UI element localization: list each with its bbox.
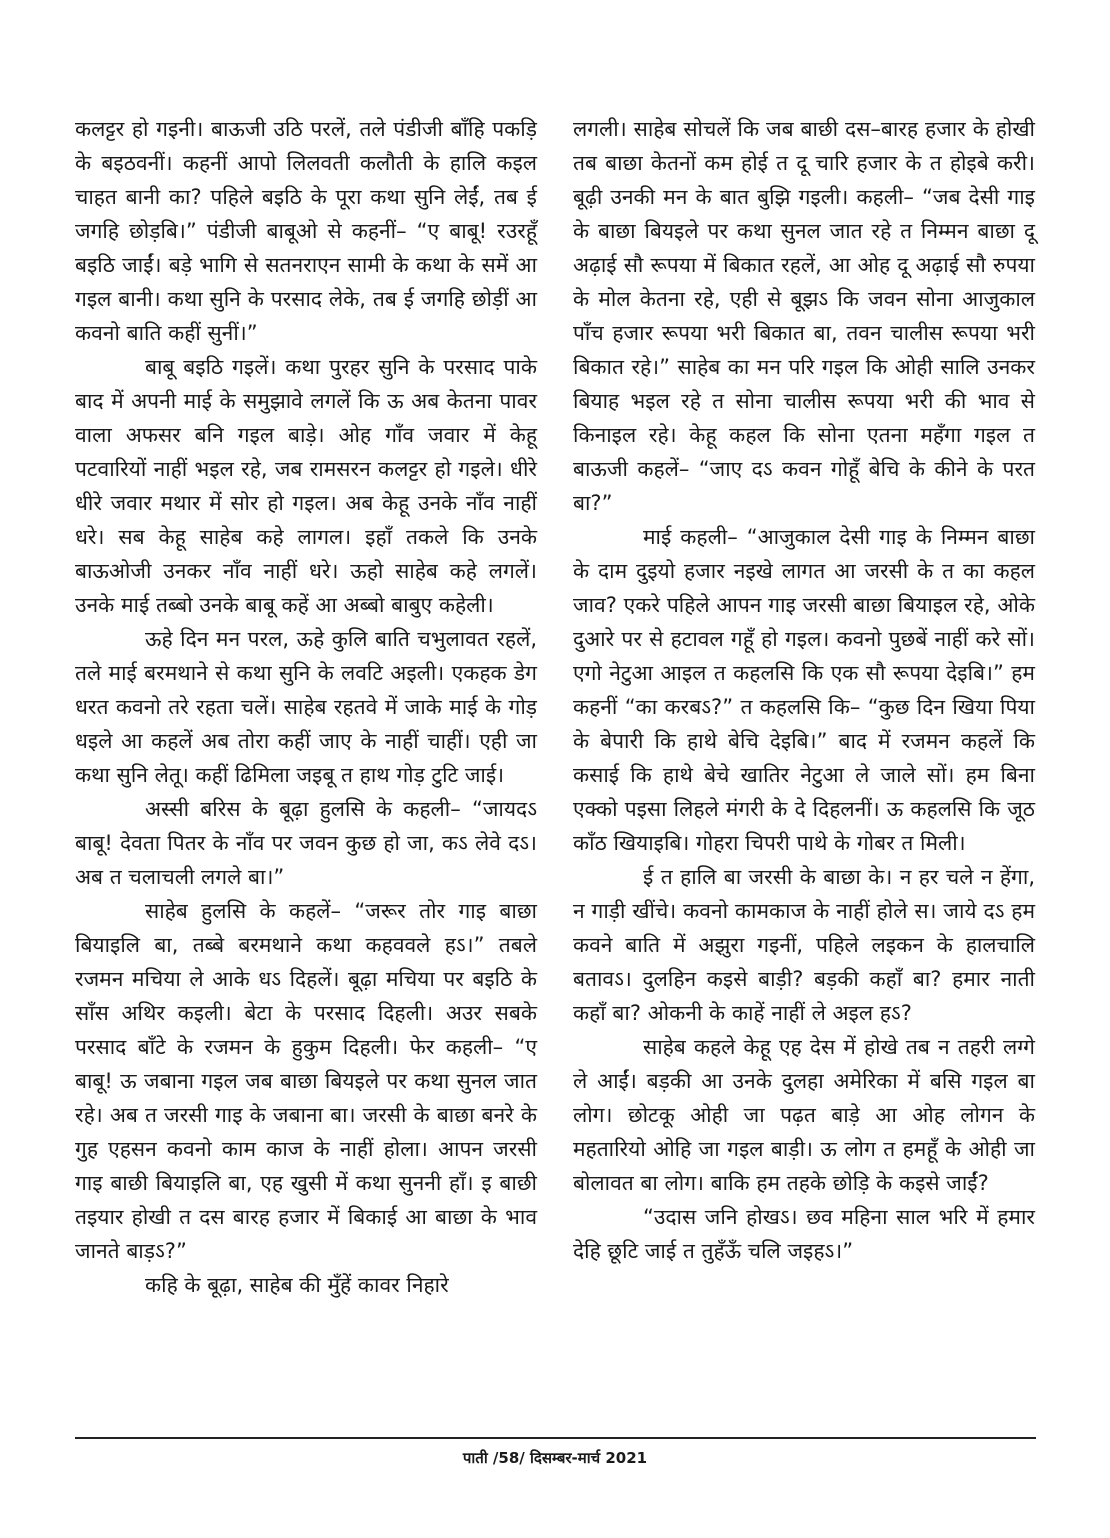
paragraph: लगली। साहेब सोचलें कि जब बाछी दस–बारह हजार के होखी तब बाछा केतनों कम होई त दू चारि हजार के त होइबे करी। बूढ़ी उनकी मन के बात बुझि गइली। कहली– “जब देसी गाइ के बाछा बियइले पर कथा सुनल जात रहे त निम्मन बाछा दू अढ़ाई सौ रूपया में बिकात रहलें, आ ओह दू अढ़ाई सौ रुपया के मोल केतना रहे, एही से बूझऽ कि जवन सोना आजुकाल पाँच हजार रूपया भरी बिकात बा, तवन चालीस रूपया भरी बिकात रहे।” साहेब का मन परि गइल कि ओही सालि उनकर बियाह भइल रहे त सोना चालीस रूपया भरी की भाव से किनाइल रहे। केहू कहल कि सोना एतना महँगा गइल त बाऊजी कहलें– “जाए दऽ कवन गोहूँ बेचि के कीने के परत बा?” [573,117,1035,515]
paragraph: साहेब हुलसि के कहलें– “जरूर तोर गाइ बाछा बियाइलि बा, तब्बे बरमथाने कथा कहववले हऽ।” तबले रजमन मचिया ले आके धऽ दिहलें। बूढ़ा मचिया पर बइठि के साँस अथिर कइली। बेटा के परसाद दिहली। अउर सबके परसाद बाँटे के रजमन के हुकुम दिहली। फेर कहली– “ए बाबू! ऊ जबाना गइल जब बाछा बियइले पर कथा सुनल जात रहे। अब त जरसी गाइ के जबाना बा। जरसी के बाछा बनरे के गुह एहसन कवनो काम काज के नाहीं होला। आपन जरसी गाइ बाछी बियाइलि बा, एह खुसी में कथा सुननी हाँ। इ बाछी तइयार होखी त दस बारह हजार में बिकाई आ बाछा के भाव जानते बाड़ऽ?” [75,899,537,1263]
paragraph: माई कहली– “आजुकाल देसी गाइ के निम्मन बाछा के दाम दुइयो हजार नइखे लागत आ जरसी के त का कहल जाव? एकरे पहिले आपन गाइ जरसी बाछा बियाइल रहे, ओके दुआरे पर से हटावल गहूँ हो गइल। कवनो पुछबें नाहीं करे सों। एगो नेटुआ आइल त कहलसि कि एक सौ रूपया देइबि।” हम कहनीं “का करबऽ?” त कहलसि कि– “कुछ दिन खिया पिया के बेपारी कि हाथे बेचि देइबि।” बाद में रजमन कहलें कि कसाई कि हाथे बेचे खातिर नेटुआ ले जाले सों। हम बिना एक्को पइसा लिहले मंगरी के दे दिहलनीं। ऊ कहलसि कि जूठ काँठ खियाइबि। गोहरा चिपरी पाथे के गोबर त मिली। [573,525,1035,855]
paragraph: कहि के बूढ़ा, साहेब की मुँहें कावर निहारे [145,1273,449,1297]
right-column [573,112,1035,1268]
left-column [75,112,537,1302]
paragraph: ई त हालि बा जरसी के बाछा के। न हर चले न हेंगा, न गाड़ी खींचे। कवनो कामकाज के नाहीं होले स। जाये दऽ हम कवने बाति में अझुरा गइनीं, पहिले लइकन के हालचालि बतावऽ। दुलहिन कइसे बाड़ी? बड़की कहाँ बा? हमार नाती कहाँ बा? ओकनी के काहें नाहीं ले अइल हऽ? [573,865,1035,1025]
paragraph: कलट्टर हो गइनी। बाऊजी उठि परलें, तले पंडीजी बाँहि पकड़ि के बइठवनीं। कहनीं आपो लिलवती कलौती के हालि कइल चाहत बानी का? पहिले बइठि के पूरा कथा सुनि लेईं, तब ई जगहि छोड़बि।” पंडीजी बाबूओ से कहनीं– “ए बाबू! रउरहूँ बइठि जाईं। बड़े भागि से सतनराएन सामी के कथा के समें आ गइल बानी। कथा सुनि के परसाद लेके, तब ई जगहि छोड़ीं आ कवनो बाति कहीं सुनीं।” [75,117,537,345]
paragraph: अस्सी बरिस के बूढ़ा हुलसि के कहली– “जायदऽ बाबू! देवता पितर के नाँव पर जवन कुछ हो जा, कऽ लेवे दऽ। अब त चलाचली लगले बा।” [75,797,537,889]
paragraph: साहेब कहले केहू एह देस में होखे तब न तहरी लग्गे ले आईं। बड़की आ उनके दुलहा अमेरिका में बसि गइल बा लोग। छोटकू ओही जा पढ़त बाड़े आ ओह लोगन के महतारियो ओहि जा गइल बाड़ी। ऊ लोग त हमहूँ के ओही जा बोलावत बा लोग। बाकि हम तहके छोड़ि के कइसे जाईं? [573,1035,1035,1195]
paragraph: “उदास जनि होखऽ। छव महिना साल भरि में हमार देहि छूटि जाई त तुहँऊँ चलि जइहऽ।” [573,1205,1035,1263]
paragraph: बाबू बइठि गइलें। कथा पुरहर सुनि के परसाद पाके बाद में अपनी माई के समुझावे लगलें कि ऊ अब केतना पावर वाला अफसर बनि गइल बाड़े। ओह गाँव जवार में केहू पटवारियों नाहीं भइल रहे, जब रामसरन कलट्टर हो गइले। धीरे धीरे जवार मथार में सोर हो गइल। अब केहू उनके नाँव नाहीं धरे। सब केहू साहेब कहे लागल। इहाँ तकले कि उनके बाऊओजी उनकर नाँव नाहीं धरे। ऊहो साहेब कहे लगलें। उनके माई तब्बो उनके बाबू कहें आ अब्बो बाबुए कहेली। [75,355,537,617]
page-footer: पाती /58/ दिसम्बर-मार्च 2021 [462,1449,648,1467]
paragraph: ऊहे दिन मन परल, ऊहे कुलि बाति चभुलावत रहलें, तले माई बरमथाने से कथा सुनि के लवटि अइली। एकहक डेग धरत कवनो तरे रहता चलें। साहेब रहतवे में जाके माई के गोड़ धइले आ कहलें अब तोरा कहीं जाए के नाहीं चाहीं। एही जा कथा सुनि लेतू। कहीं ढिमिला जइबू त हाथ गोड़ टुटि जाई। [75,627,537,787]
footer-rule [75,1437,1036,1439]
